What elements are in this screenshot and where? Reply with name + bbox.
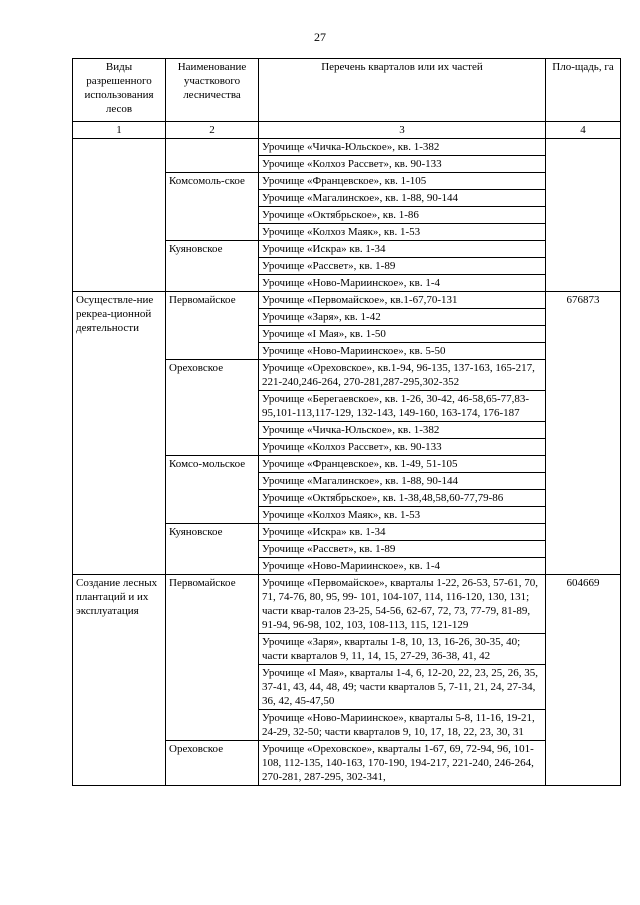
forestry-cell: Первомайское (166, 292, 259, 360)
forestry-cell: Куяновское (166, 524, 259, 575)
forestry-cell: Комсо-мольское (166, 456, 259, 524)
forestry-cell: Ореховское (166, 360, 259, 456)
column-number-row (73, 122, 621, 139)
quarters-cell: Урочище «Октябрьское», кв. 1-86 (259, 207, 546, 224)
quarters-cell: Урочище «Заря», кварталы 1-8, 10, 13, 16-26, 30-35, 40; части кварталов 9, 11, 14, 15, 27-29, 36-38, 41, 42 (259, 634, 546, 665)
quarters-cell: Урочище «I Мая», кв. 1-50 (259, 326, 546, 343)
table-row (73, 139, 621, 156)
area-cell: 676873 (546, 292, 621, 575)
area-cell (546, 139, 621, 292)
quarters-cell: Урочище «Рассвет», кв. 1-89 (259, 541, 546, 558)
quarters-cell: Урочище «Ореховское», кварталы 1-67, 69, 72-94, 96, 101-108, 112-135, 140-163, 170-190, 194-217, 221-240, 246-264, 270-281, 287-295, 302-341, (259, 741, 546, 786)
column-number: 1 (73, 122, 166, 139)
quarters-cell: Урочище «Колхоз Рассвет», кв. 90-133 (259, 156, 546, 173)
quarters-cell: Урочище «Первомайское», кварталы 1-22, 26-53, 57-61, 70, 71, 74-76, 80, 95, 99- 101, 104-107, 114, 116-120, 130, 131; части квар-талов 23-25, 54-56, 62-67, 72, 73, 77-79, 81-89, 91-94, 96-98, 102, 103, 108-113, 115, 121-129 (259, 575, 546, 634)
forestry-cell: Куяновское (166, 241, 259, 292)
table-row (73, 575, 621, 634)
quarters-cell: Урочище «Чичка-Юльское», кв. 1-382 (259, 422, 546, 439)
quarters-cell: Урочище «Францевское», кв. 1-105 (259, 173, 546, 190)
header-use-type: Виды разрешенного использования лесов (73, 59, 166, 122)
column-number: 3 (259, 122, 546, 139)
table-row (73, 292, 621, 309)
quarters-cell: Урочище «Колхоз Маяк», кв. 1-53 (259, 224, 546, 241)
use-type-cell: Осуществле-ние рекреа-ционной деятельности (73, 292, 166, 575)
table-body (73, 59, 621, 786)
quarters-cell: Урочище «Ново-Мариинское», кв. 1-4 (259, 275, 546, 292)
forestry-cell (166, 139, 259, 173)
quarters-cell: Урочище «Колхоз Рассвет», кв. 90-133 (259, 439, 546, 456)
quarters-cell: Урочище «Рассвет», кв. 1-89 (259, 258, 546, 275)
quarters-cell: Урочище «Ново-Мариинское», кварталы 5-8, 11-16, 19-21, 24-29, 32-50; части кварталов 9, 10, 17, 18, 22, 23, 30, 31 (259, 710, 546, 741)
quarters-cell: Урочище «Магалинское», кв. 1-88, 90-144 (259, 190, 546, 207)
use-type-cell (73, 139, 166, 292)
quarters-cell: Урочище «Магалинское», кв. 1-88, 90-144 (259, 473, 546, 490)
forestry-cell: Комсомоль-ское (166, 173, 259, 241)
quarters-cell: Урочище «Ново-Мариинское», кв. 1-4 (259, 558, 546, 575)
quarters-cell: Урочище «Первомайское», кв.1-67,70-131 (259, 292, 546, 309)
forestry-cell: Ореховское (166, 741, 259, 786)
use-type-cell: Создание лесных плантаций и их эксплуатация (73, 575, 166, 786)
quarters-cell: Урочище «Ново-Мариинское», кв. 5-50 (259, 343, 546, 360)
quarters-cell: Урочище «Чичка-Юльское», кв. 1-382 (259, 139, 546, 156)
forest-use-table (72, 58, 621, 786)
quarters-cell: Урочище «Искра» кв. 1-34 (259, 241, 546, 258)
quarters-cell: Урочище «Францевское», кв. 1-49, 51-105 (259, 456, 546, 473)
header-quarters: Перечень кварталов или их частей (259, 59, 546, 122)
column-number: 2 (166, 122, 259, 139)
quarters-cell: Урочище «Берегаевское», кв. 1-26, 30-42, 46-58,65-77,83-95,101-113,117-129, 132-143, 149-160, 163-174, 176-187 (259, 391, 546, 422)
column-number: 4 (546, 122, 621, 139)
header-forestry: Наименование участкового лесничества (166, 59, 259, 122)
page-number: 27 (314, 30, 326, 44)
quarters-cell: Урочище «Октябрьское», кв. 1-38,48,58,60-77,79-86 (259, 490, 546, 507)
area-cell: 604669 (546, 575, 621, 786)
quarters-cell: Урочище «I Мая», кварталы 1-4, 6, 12-20, 22, 23, 25, 26, 35, 37-41, 43, 44, 48, 49; части кварталов 5, 7-11, 21, 24, 27-34, 36, 42, 45-47,50 (259, 665, 546, 710)
quarters-cell: Урочище «Искра» кв. 1-34 (259, 524, 546, 541)
forestry-cell: Первомайское (166, 575, 259, 741)
header-row (73, 59, 621, 122)
quarters-cell: Урочище «Заря», кв. 1-42 (259, 309, 546, 326)
header-area: Пло-щадь, га (546, 59, 621, 122)
quarters-cell: Урочище «Ореховское», кв.1-94, 96-135, 137-163, 165-217, 221-240,246-264, 270-281,287-295,302-352 (259, 360, 546, 391)
quarters-cell: Урочище «Колхоз Маяк», кв. 1-53 (259, 507, 546, 524)
